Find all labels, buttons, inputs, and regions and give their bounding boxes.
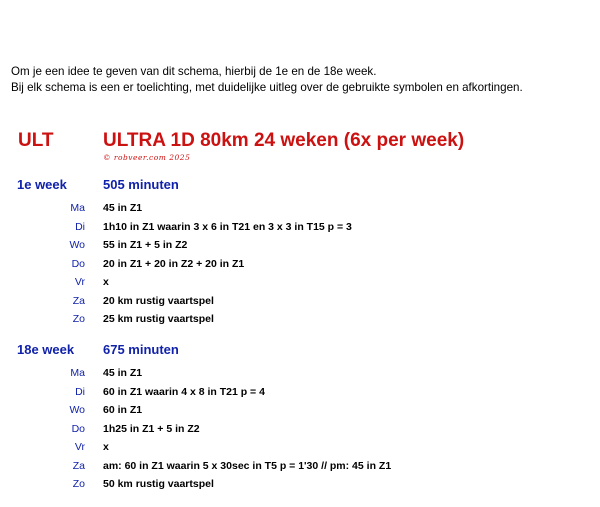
- training-plan: 1h25 in Z1 + 5 in Z2: [103, 422, 200, 435]
- schedule-row: [0, 477, 600, 496]
- training-plan: 50 km rustig vaartspel: [103, 478, 214, 490]
- week-block-18: [0, 342, 600, 496]
- training-plan: 20 in Z1 + 20 in Z2 + 20 in Z1: [103, 257, 245, 270]
- week-header: [0, 177, 600, 197]
- schedule-row: [0, 312, 600, 331]
- schedule-row: [0, 422, 600, 441]
- schedule-row: [0, 220, 600, 239]
- schedule-row: [0, 385, 600, 404]
- training-plan: x: [103, 276, 109, 288]
- schedule-row: [0, 294, 600, 313]
- training-plan: 45 in Z1: [103, 367, 143, 379]
- week-schedule: [0, 366, 600, 496]
- day-label: Di: [75, 385, 85, 398]
- day-label: Wo: [69, 404, 85, 416]
- training-plan: 55 in Z1 + 5 in Z2: [103, 239, 188, 251]
- training-plan: x: [103, 441, 109, 453]
- copyright-notice: © robveer.com 2025: [103, 153, 191, 162]
- week-total: 505 minuten: [103, 177, 179, 192]
- week-block-1: [0, 177, 600, 331]
- schema-title: ULTRA 1D 80km 24 weken (6x per week): [103, 130, 465, 151]
- schema-code: ULT: [18, 130, 54, 151]
- day-label: Vr: [74, 441, 85, 453]
- training-plan: 20 km rustig vaartspel: [103, 294, 214, 307]
- intro-line-1: Om je een idee te geven van dit schema, hierbij de 1e en de 18e week.: [11, 65, 377, 78]
- day-label: Za: [72, 294, 85, 307]
- schedule-row: [0, 440, 600, 459]
- schedule-row: [0, 238, 600, 257]
- schedule-row: [0, 366, 600, 385]
- schedule-row: [0, 201, 600, 220]
- schedule-row: [0, 403, 600, 422]
- day-label: Do: [71, 257, 85, 270]
- day-label: Do: [71, 422, 85, 435]
- week-schedule: [0, 201, 600, 331]
- training-plan: 25 km rustig vaartspel: [103, 313, 214, 325]
- intro-text: [11, 64, 523, 96]
- training-plan: 1h10 in Z1 waarin 3 x 6 in T21 en 3 x 3 in T15 p = 3: [103, 220, 352, 233]
- day-label: Za: [72, 459, 85, 472]
- schedule-row: [0, 257, 600, 276]
- week-label: 1e week: [17, 177, 67, 192]
- day-label: Di: [75, 220, 85, 233]
- training-plan: 60 in Z1 waarin 4 x 8 in T21 p = 4: [103, 385, 265, 398]
- day-label: Zo: [72, 478, 85, 490]
- day-label: Wo: [69, 239, 85, 251]
- day-label: Vr: [74, 276, 85, 288]
- week-header: [0, 342, 600, 362]
- training-plan: am: 60 in Z1 waarin 5 x 30sec in T5 p = 1'30 // pm: 45 in Z1: [103, 459, 392, 472]
- day-label: Ma: [70, 367, 85, 379]
- training-plan: 45 in Z1: [103, 202, 143, 214]
- schedule-row: [0, 275, 600, 294]
- training-plan: 60 in Z1: [103, 404, 143, 416]
- week-total: 675 minuten: [103, 342, 179, 357]
- intro-line-2: Bij elk schema is een er toelichting, met duidelijke uitleg over de gebruikte symbolen en afkortingen.: [11, 81, 523, 94]
- week-label: 18e week: [17, 342, 75, 357]
- day-label: Zo: [72, 313, 85, 325]
- schedule-row: [0, 459, 600, 478]
- day-label: Ma: [70, 202, 85, 214]
